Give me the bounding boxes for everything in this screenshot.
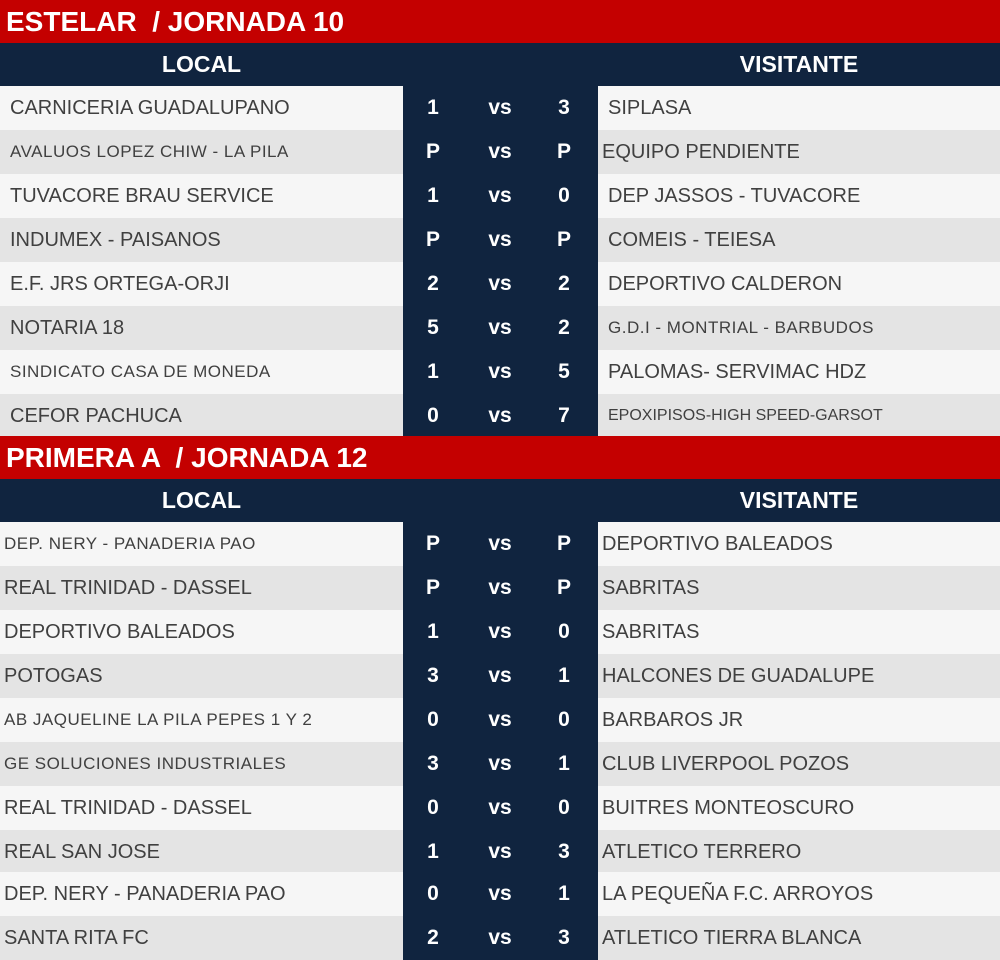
- vs-label: vs: [488, 752, 512, 775]
- score-box: [403, 306, 598, 350]
- away-team: SABRITAS: [598, 610, 1000, 654]
- away-team: BARBAROS JR: [598, 698, 1000, 742]
- vs-label: vs: [488, 840, 512, 863]
- away-score: 0: [558, 184, 570, 207]
- home-team: REAL TRINIDAD - DASSEL: [0, 786, 403, 830]
- score-box: [403, 218, 598, 262]
- vs-label: vs: [488, 576, 512, 599]
- home-team: REAL SAN JOSE: [0, 830, 403, 874]
- score-box: [403, 654, 598, 698]
- away-team: LA PEQUEÑA F.C. ARROYOS: [598, 872, 1000, 916]
- match-row: [0, 610, 1000, 654]
- score-box: [403, 830, 598, 874]
- away-team: G.D.I - MONTRIAL - BARBUDOS: [598, 306, 1000, 350]
- home-score: 0: [427, 882, 439, 905]
- vs-label: vs: [488, 272, 512, 295]
- away-team: PALOMAS- SERVIMAC HDZ: [598, 350, 1000, 394]
- score-box: [403, 610, 598, 654]
- away-score: 7: [558, 404, 570, 427]
- vs-label: vs: [488, 796, 512, 819]
- vs-label: vs: [488, 184, 512, 207]
- score-box: [403, 566, 598, 610]
- home-score: 5: [427, 316, 439, 339]
- score-box: [403, 916, 598, 960]
- home-score: 2: [427, 926, 439, 949]
- away-score: P: [556, 532, 571, 555]
- home-score: 1: [427, 620, 439, 643]
- away-score: P: [556, 228, 571, 251]
- score-box: [403, 394, 598, 438]
- home-team: GE SOLUCIONES INDUSTRIALES: [0, 742, 403, 786]
- match-row: [0, 522, 1000, 566]
- home-team: NOTARIA 18: [0, 306, 403, 350]
- home-score: 3: [427, 664, 439, 687]
- match-row: [0, 394, 1000, 438]
- match-row: [0, 306, 1000, 350]
- home-team: E.F. JRS ORTEGA-ORJI: [0, 262, 403, 306]
- visitor-header: VISITANTE: [739, 487, 859, 513]
- away-team: ATLETICO TIERRA BLANCA: [598, 916, 1000, 960]
- vs-label: vs: [488, 360, 512, 383]
- away-team: HALCONES DE GUADALUPE: [598, 654, 1000, 698]
- match-row: [0, 86, 1000, 130]
- vs-label: vs: [488, 316, 512, 339]
- away-score: 0: [558, 620, 570, 643]
- home-score: P: [425, 228, 440, 251]
- away-team: DEP JASSOS - TUVACORE: [598, 174, 1000, 218]
- vs-label: vs: [488, 96, 512, 119]
- score-box: [403, 174, 598, 218]
- home-team: TUVACORE BRAU SERVICE: [0, 174, 403, 218]
- home-team: INDUMEX - PAISANOS: [0, 218, 403, 262]
- away-team: COMEIS - TEIESA: [598, 218, 1000, 262]
- away-team: EQUIPO PENDIENTE: [598, 130, 1000, 174]
- score-box: [403, 130, 598, 174]
- away-score: 1: [558, 752, 570, 775]
- away-score: 3: [558, 926, 570, 949]
- home-score: 1: [427, 360, 439, 383]
- vs-label: vs: [488, 228, 512, 251]
- away-score: 1: [558, 664, 570, 687]
- home-score: 1: [427, 184, 439, 207]
- home-team: DEPORTIVO BALEADOS: [0, 610, 403, 654]
- home-team: DEP. NERY - PANADERIA PAO: [0, 522, 403, 566]
- away-score: P: [556, 140, 571, 163]
- match-row: [0, 350, 1000, 394]
- match-row: [0, 872, 1000, 916]
- home-team: CARNICERIA GUADALUPANO: [0, 86, 403, 130]
- local-header: LOCAL: [161, 487, 242, 513]
- section-title-primera-a: PRIMERA A / JORNADA 12: [0, 436, 1000, 479]
- vs-label: vs: [488, 664, 512, 687]
- home-score: P: [425, 576, 440, 599]
- away-team: BUITRES MONTEOSCURO: [598, 786, 1000, 830]
- match-row: [0, 698, 1000, 742]
- match-row: [0, 218, 1000, 262]
- away-team: SIPLASA: [598, 86, 1000, 130]
- score-box: [403, 86, 598, 130]
- local-header: LOCAL: [161, 51, 242, 77]
- vs-label: vs: [488, 140, 512, 163]
- vs-label: vs: [488, 404, 512, 427]
- match-row: [0, 566, 1000, 610]
- away-team: EPOXIPISOS-HIGH SPEED-GARSOT: [598, 394, 1000, 438]
- match-row: [0, 174, 1000, 218]
- match-row: [0, 262, 1000, 306]
- home-score: 3: [427, 752, 439, 775]
- home-team: CEFOR PACHUCA: [0, 394, 403, 438]
- vs-label: vs: [488, 532, 512, 555]
- away-team: DEPORTIVO CALDERON: [598, 262, 1000, 306]
- away-score: 3: [558, 96, 570, 119]
- vs-label: vs: [488, 708, 512, 731]
- vs-label: vs: [488, 882, 512, 905]
- away-score: 2: [558, 316, 570, 339]
- away-team: SABRITAS: [598, 566, 1000, 610]
- match-row: [0, 916, 1000, 960]
- home-score: 0: [427, 404, 439, 427]
- vs-label: vs: [488, 926, 512, 949]
- away-score: 0: [558, 708, 570, 731]
- away-score: 5: [558, 360, 570, 383]
- vs-label: vs: [488, 620, 512, 643]
- home-team: DEP. NERY - PANADERIA PAO: [0, 872, 403, 916]
- away-team: CLUB LIVERPOOL POZOS: [598, 742, 1000, 786]
- home-score: 1: [427, 96, 439, 119]
- home-score: 0: [427, 708, 439, 731]
- match-row: [0, 130, 1000, 174]
- away-team: ATLETICO TERRERO: [598, 830, 1000, 874]
- home-team: REAL TRINIDAD - DASSEL: [0, 566, 403, 610]
- home-score: 1: [427, 840, 439, 863]
- match-row: [0, 786, 1000, 830]
- score-box: [403, 698, 598, 742]
- home-score: P: [425, 140, 440, 163]
- score-box: [403, 350, 598, 394]
- away-score: 3: [558, 840, 570, 863]
- home-score: 2: [427, 272, 439, 295]
- home-score: 0: [427, 796, 439, 819]
- match-row: [0, 830, 1000, 874]
- match-row: [0, 654, 1000, 698]
- score-box: [403, 262, 598, 306]
- score-box: [403, 522, 598, 566]
- home-team: SANTA RITA FC: [0, 916, 403, 960]
- score-box: [403, 742, 598, 786]
- away-score: P: [556, 576, 571, 599]
- home-team: SINDICATO CASA DE MONEDA: [0, 350, 403, 394]
- home-team: POTOGAS: [0, 654, 403, 698]
- away-score: 1: [558, 882, 570, 905]
- column-header-bar: [0, 479, 1000, 522]
- home-team: AVALUOS LOPEZ CHIW - LA PILA: [0, 130, 403, 174]
- away-score: 2: [558, 272, 570, 295]
- away-team: DEPORTIVO BALEADOS: [598, 522, 1000, 566]
- column-header-bar: [0, 43, 1000, 86]
- match-row: [0, 742, 1000, 786]
- score-box: [403, 872, 598, 916]
- score-box: [403, 786, 598, 830]
- home-score: P: [425, 532, 440, 555]
- away-score: 0: [558, 796, 570, 819]
- home-team: AB JAQUELINE LA PILA PEPES 1 Y 2: [0, 698, 403, 742]
- visitor-header: VISITANTE: [739, 51, 859, 77]
- section-title-estelar: ESTELAR / JORNADA 10: [0, 0, 1000, 43]
